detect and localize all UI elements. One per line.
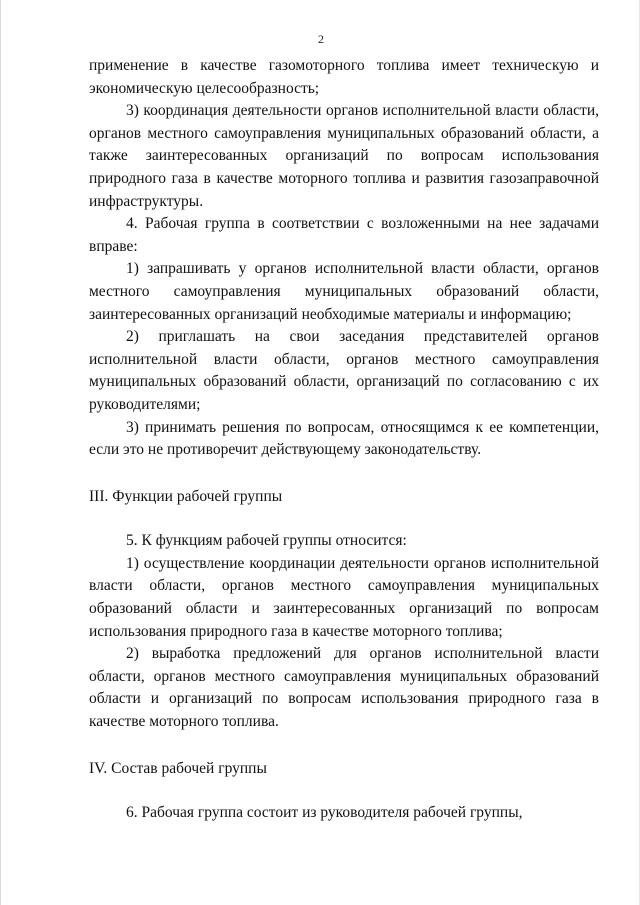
paragraph-4-item-3: 3) принимать решения по вопросам, относящимся к ее компетенции, если это не противоречит действующему законодательству.: [89, 418, 599, 459]
section-3-heading: III. Функции рабочей группы: [89, 487, 283, 505]
paragraph-4-item-1: 1) запрашивать у органов исполнительной власти области, органов местного самоуправления муниципальных образований области, заинтересованных организаций необходимые материалы и информацию;: [89, 260, 599, 323]
page-number: 2: [318, 32, 324, 46]
paragraph-5-item-2: 2) выработка предложений для органов исполнительной власти области, органов местного самоуправления муниципальных образований области и организаций по вопросам использования природного газа в качестве моторного топлива.: [89, 645, 599, 731]
paragraph-5-functions: 5. К функциям рабочей группы относится:: [126, 532, 407, 550]
document-body: [89, 55, 599, 825]
section-4-heading: IV. Состав рабочей группы: [89, 759, 267, 777]
paragraph-continuation: применение в качестве газомоторного топлива имеет техническую и экономическую целесообразность;: [89, 57, 599, 97]
paragraph-4-rights: 4. Рабочая группа в соответствии с возложенными на нее задачами вправе:: [89, 215, 599, 255]
paragraph-item-3-coordination: 3) координация деятельности органов исполнительной власти области, органов местного самоуправления муниципальных образований области, а также заинтересованных организаций по вопросам использования природного газа в качестве моторного топлива и развития газозаправочной инфраструктуры.: [89, 102, 599, 210]
paragraph-6-composition: 6. Рабочая группа состоит из руководителя рабочей группы,: [126, 804, 523, 822]
paragraph-5-item-1: 1) осуществление координации деятельности органов исполнительной власти области, органов местного самоуправления муниципальных образований области и заинтересованных организаций по вопросам использования природного газа в качестве моторного топлива;: [89, 554, 599, 640]
paragraph-4-item-2: 2) приглашать на свои заседания представителей органов исполнительной власти области, органов местного самоуправления муниципальных образований области, организаций по согласованию с их руководителями;: [89, 328, 599, 413]
